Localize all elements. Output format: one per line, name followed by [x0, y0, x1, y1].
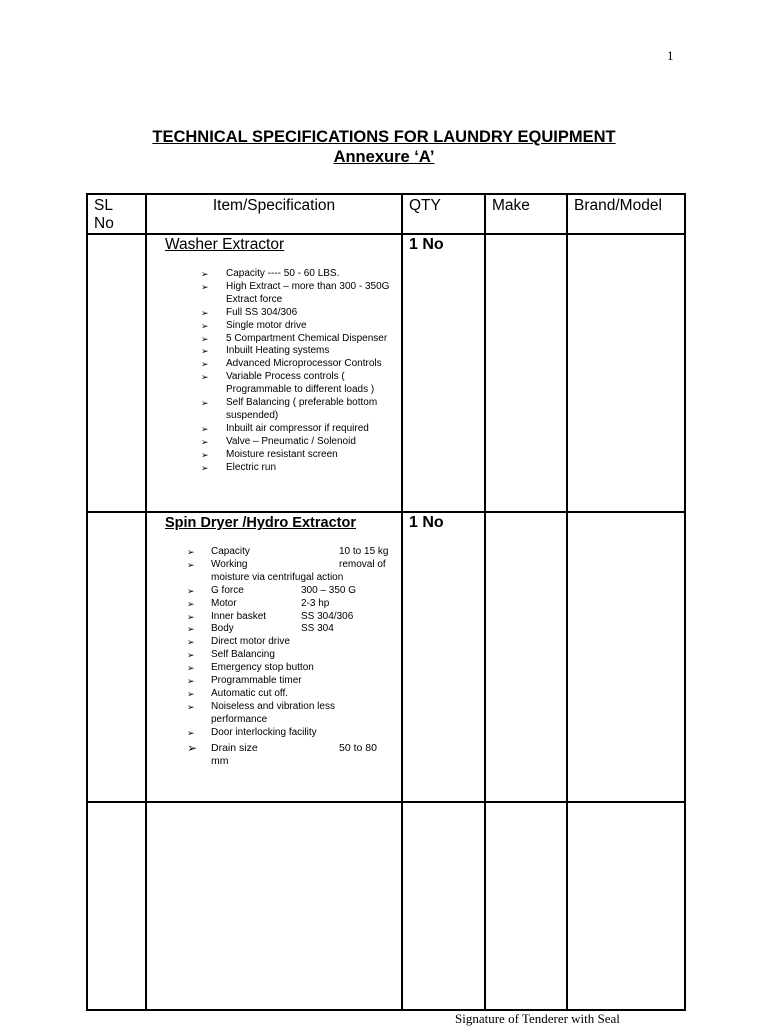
- list-item: [147, 333, 401, 346]
- list-item: [147, 559, 401, 585]
- spec-key: Noiseless and vibration less performance: [211, 700, 335, 725]
- make-cell: [485, 512, 567, 802]
- spec-text: High Extract – more than 300 - 350G Extract force: [226, 280, 390, 305]
- spec-list: [147, 546, 401, 767]
- list-item: [147, 281, 401, 307]
- list-item: [147, 423, 401, 436]
- arrow-bullet-icon: ➢: [187, 559, 195, 570]
- list-item: [147, 598, 401, 611]
- qty-cell: 1 No: [402, 512, 485, 802]
- qty-cell: [402, 802, 485, 1010]
- signature-line: Signature of Tenderer with Seal: [455, 1011, 620, 1026]
- header-make: Make: [485, 194, 567, 234]
- list-item: [147, 397, 401, 423]
- spec-text: Moisture resistant screen: [226, 448, 338, 460]
- arrow-bullet-icon: ➢: [201, 449, 209, 460]
- arrow-bullet-icon: ➢: [201, 398, 209, 409]
- header-item-specification: Item/Specification: [146, 194, 402, 234]
- spec-list: [147, 268, 401, 475]
- item-cell: [146, 802, 402, 1010]
- arrow-bullet-icon: ➢: [187, 637, 195, 648]
- page-number: 1: [667, 48, 674, 63]
- spec-value: 2-3 hp: [301, 597, 330, 609]
- list-item: [147, 675, 401, 688]
- list-item: [147, 701, 401, 727]
- list-item: [147, 727, 401, 740]
- spec-value: SS 304: [301, 623, 334, 635]
- arrow-bullet-icon: ➢: [201, 423, 209, 434]
- spec-text: Advanced Microprocessor Controls: [226, 358, 382, 370]
- spec-key: Working: [211, 558, 248, 570]
- arrow-bullet-icon: ➢: [201, 281, 209, 292]
- qty-cell: 1 No: [402, 234, 485, 512]
- arrow-bullet-icon: ➢: [187, 676, 195, 687]
- specification-table: [86, 193, 686, 1011]
- sl-cell: [87, 802, 146, 1010]
- list-item: [147, 636, 401, 649]
- list-item: [147, 358, 401, 371]
- table-row: [87, 234, 685, 512]
- header-brand-model: Brand/Model: [567, 194, 685, 234]
- list-item: [147, 742, 401, 768]
- arrow-bullet-icon: ➢: [187, 740, 198, 755]
- list-item: [147, 268, 401, 281]
- item-cell: [146, 234, 402, 512]
- list-item: [147, 371, 401, 397]
- list-item: [147, 449, 401, 462]
- arrow-bullet-icon: ➢: [187, 598, 195, 609]
- arrow-bullet-icon: ➢: [187, 585, 195, 596]
- list-item: [147, 462, 401, 475]
- table-row: [87, 512, 685, 802]
- spec-text: Inbuilt Heating systems: [226, 345, 330, 357]
- table-row: [87, 802, 685, 1010]
- list-item: [147, 345, 401, 358]
- spec-text: Valve – Pneumatic / Solenoid: [226, 435, 356, 447]
- make-cell: [485, 802, 567, 1010]
- arrow-bullet-icon: ➢: [201, 436, 209, 447]
- list-item: [147, 623, 401, 636]
- item-title-spin-dryer: Spin Dryer /Hydro Extractor: [165, 515, 356, 531]
- title-line-1: TECHNICAL SPECIFICATIONS FOR LAUNDRY EQUIPMENT: [152, 128, 616, 146]
- table-header-row: [87, 194, 685, 234]
- spec-key: Capacity: [211, 546, 250, 557]
- arrow-bullet-icon: ➢: [201, 359, 209, 370]
- item-cell: [146, 512, 402, 802]
- spec-value: 50 to 80 mm: [211, 741, 377, 767]
- brand-model-cell: [567, 802, 685, 1010]
- spec-text: Self Balancing ( preferable bottom suspended): [226, 397, 378, 421]
- arrow-bullet-icon: ➢: [187, 663, 195, 674]
- spec-value: 10 to 15 kg: [339, 546, 389, 557]
- header-sl-no: SL No: [87, 194, 146, 234]
- list-item: [147, 320, 401, 333]
- spec-text: Single motor drive: [226, 319, 307, 331]
- spec-text: Capacity ---- 50 - 60 LBS.: [226, 268, 340, 279]
- spec-key: Automatic cut off.: [211, 687, 289, 699]
- list-item: [147, 611, 401, 624]
- list-item: [147, 585, 401, 598]
- list-item: [147, 436, 401, 449]
- sl-cell: [87, 234, 146, 512]
- spec-key: Emergency stop button: [211, 662, 314, 674]
- spec-key: Self Balancing: [211, 649, 275, 661]
- spec-text: Inbuilt air compressor if required: [226, 422, 369, 434]
- document-title: [0, 127, 768, 167]
- arrow-bullet-icon: ➢: [201, 372, 209, 383]
- arrow-bullet-icon: ➢: [187, 688, 195, 699]
- list-item: [147, 688, 401, 701]
- title-line-2: Annexure ‘A’: [333, 148, 435, 166]
- arrow-bullet-icon: ➢: [201, 269, 209, 279]
- list-item: [147, 546, 401, 559]
- spec-key: Drain size: [211, 741, 258, 754]
- header-qty: QTY: [402, 194, 485, 234]
- make-cell: [485, 234, 567, 512]
- arrow-bullet-icon: ➢: [201, 307, 209, 318]
- spec-key: Motor: [211, 597, 237, 609]
- spec-key: Body: [211, 623, 234, 635]
- spec-value: removal of moisture via centrifugal action: [211, 558, 386, 583]
- spec-key: Programmable timer: [211, 675, 302, 687]
- brand-model-cell: [567, 512, 685, 802]
- arrow-bullet-icon: ➢: [201, 333, 209, 344]
- spec-value: 300 – 350 G: [301, 584, 357, 596]
- spec-value: SS 304/306: [301, 610, 354, 622]
- list-item: [147, 307, 401, 320]
- arrow-bullet-icon: ➢: [187, 650, 195, 661]
- sl-cell: [87, 512, 146, 802]
- spec-text: Variable Process controls ( Programmable to different loads ): [226, 371, 375, 396]
- list-item: [147, 649, 401, 662]
- arrow-bullet-icon: ➢: [201, 320, 209, 331]
- spec-text: Electric run: [226, 461, 277, 473]
- list-item: [147, 662, 401, 675]
- spec-key: Inner basket: [211, 610, 267, 622]
- spec-key: Direct motor drive: [211, 636, 290, 648]
- item-title-washer-extractor: Washer Extractor: [165, 236, 285, 253]
- arrow-bullet-icon: ➢: [201, 346, 209, 357]
- arrow-bullet-icon: ➢: [187, 701, 195, 712]
- arrow-bullet-icon: ➢: [187, 624, 195, 635]
- spec-text: 5 Compartment Chemical Dispenser: [226, 332, 388, 344]
- arrow-bullet-icon: ➢: [187, 727, 195, 738]
- brand-model-cell: [567, 234, 685, 512]
- spec-key: Door interlocking facility: [211, 726, 317, 738]
- spec-text: Full SS 304/306: [226, 306, 298, 318]
- arrow-bullet-icon: ➢: [201, 462, 209, 473]
- arrow-bullet-icon: ➢: [187, 611, 195, 622]
- arrow-bullet-icon: ➢: [187, 547, 195, 557]
- spec-key: G force: [211, 584, 244, 596]
